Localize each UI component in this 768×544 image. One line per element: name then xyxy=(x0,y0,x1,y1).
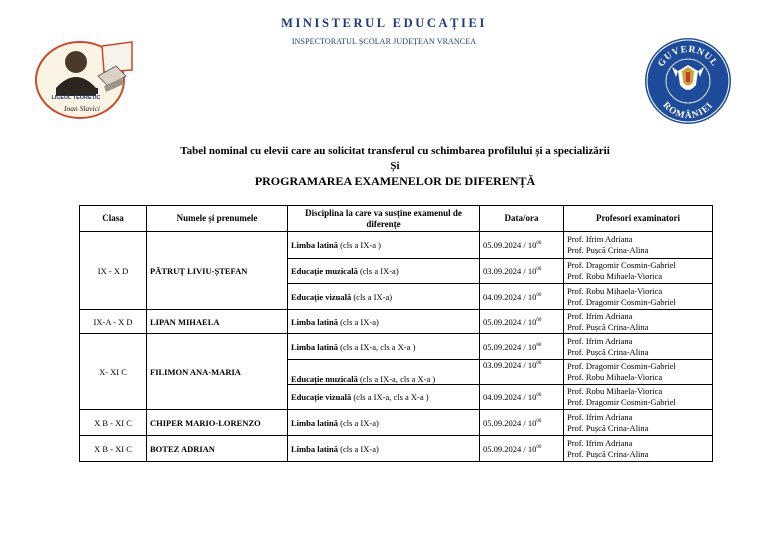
class-cell: IX - X D xyxy=(80,232,147,310)
exam-date: 05.09.2024 / 10 xyxy=(483,443,537,454)
subject-name: Educație muzicală xyxy=(291,266,358,276)
exam-date: 05.09.2024 / 10 xyxy=(483,240,537,250)
date-cell xyxy=(480,259,564,284)
exam-time-minutes: 00 xyxy=(536,444,542,450)
examiner: Prof. Pușcă Crina-Alina xyxy=(567,321,649,332)
inspectorate-title: INSPECTORATUL ȘCOLAR JUDEȚEAN VRANCEA xyxy=(291,37,477,46)
title-line-2: Și xyxy=(390,160,400,172)
svg-text:GUVERNUL: GUVERNUL xyxy=(656,44,720,69)
subject-classes: (cls a IX-a, cls a X-a ) xyxy=(340,341,416,352)
exam-time-minutes: 00 xyxy=(536,361,542,367)
table-row xyxy=(80,410,713,436)
exam-schedule-table xyxy=(79,205,713,462)
date-cell xyxy=(480,232,564,259)
student-name: FILIMON ANA-MARIA xyxy=(147,334,288,410)
student-name: LIPAN MIHAELA xyxy=(147,310,288,334)
examiner: Prof. Ifrim Adriana xyxy=(567,310,633,321)
title-line-1: Tabel nominal cu elevii care au solicitat transferul cu schimbarea profilului și a specializării xyxy=(180,145,610,157)
document-title xyxy=(0,144,768,189)
subject-cell xyxy=(288,232,480,259)
examiner: Prof. Robu Mihaela-Viorica xyxy=(567,285,663,296)
examiner: Prof. Dragomir Cosmin-Gabriel xyxy=(567,260,676,270)
subject-classes: (cls a IX-a, cls a X-a ) xyxy=(353,392,429,402)
subject-cell xyxy=(288,310,480,334)
examiner: Prof. Pușcă Crina-Alina xyxy=(567,245,649,255)
class-cell: X B - XI C xyxy=(80,410,147,436)
subject-classes: (cls a IX-a) xyxy=(340,316,379,327)
subject-name: Limba latină xyxy=(291,240,338,250)
header-nume: Numele și prenumele xyxy=(147,206,288,232)
subject-name: Educație vizuală xyxy=(291,392,352,402)
subject-name: Limba latină xyxy=(291,316,338,327)
exam-time-minutes: 00 xyxy=(536,342,542,348)
examiner: Prof. Pușcă Crina-Alina xyxy=(567,448,649,459)
subject-classes: (cls a IX-a, cls a X-a ) xyxy=(359,374,436,384)
examiner: Prof. Dragomir Cosmin-Gabriel xyxy=(567,397,676,407)
examiners-cell xyxy=(564,334,713,360)
school-logo-signature: Ioan Slavici xyxy=(63,104,101,113)
header-disciplina: Disciplina la care va susține examenul de diferențe xyxy=(288,206,480,232)
examiner: Prof. Robu Mihaela-Viorica xyxy=(567,386,663,396)
government-logo xyxy=(644,37,732,125)
subject-cell xyxy=(288,334,480,360)
exam-time-minutes: 00 xyxy=(536,267,542,273)
examiners-cell xyxy=(564,259,713,284)
date-cell xyxy=(480,385,564,410)
table-row xyxy=(80,436,713,462)
exam-date: 04.09.2024 / 10 xyxy=(483,291,537,302)
subject-classes: (cls a IX-a) xyxy=(340,443,379,454)
class-cell: X- XI C xyxy=(80,334,147,410)
examiners-cell xyxy=(564,310,713,334)
subject-name: Limba latină xyxy=(291,417,338,428)
exam-date: 05.09.2024 / 10 xyxy=(483,417,537,428)
examiner: Prof. Ifrim Adriana xyxy=(567,234,633,244)
subject-cell xyxy=(288,410,480,436)
exam-time-minutes: 00 xyxy=(536,241,542,247)
subject-name: Limba latină xyxy=(291,443,338,454)
subject-classes: (cls a IX-a) xyxy=(359,266,399,276)
header-data-ora: Data/ora xyxy=(480,206,564,232)
ministry-title: MINISTERUL EDUCAȚIEI xyxy=(281,16,487,30)
header-profesori: Profesori examinatori xyxy=(564,206,713,232)
examiner: Prof. Robu Mihaela-Viorica xyxy=(567,372,663,382)
header-clasa: Clasa xyxy=(80,206,147,232)
examiner: Prof. Pușcă Crina-Alina xyxy=(567,346,649,357)
table-header-row xyxy=(80,206,713,232)
subject-name: Educație vizuală xyxy=(291,291,352,302)
examiner: Prof. Pușcă Crina-Alina xyxy=(567,422,649,433)
exam-time-minutes: 00 xyxy=(536,292,542,298)
subject-name: Educație muzicală xyxy=(291,374,358,384)
subject-cell xyxy=(288,284,480,310)
title-line-3: PROGRAMAREA EXAMENELOR DE DIFERENȚĂ xyxy=(254,174,536,188)
examiners-cell xyxy=(564,232,713,259)
subject-name: Limba latină xyxy=(291,341,338,352)
school-logo-text: LICEUL TEORETIC xyxy=(51,95,101,101)
examiners-cell xyxy=(564,284,713,310)
student-name: PĂTRUȚ LIVIU-ȘTEFAN xyxy=(147,232,288,310)
table-row xyxy=(80,334,713,360)
subject-classes: (cls a IX-a) xyxy=(340,417,379,428)
examiners-cell xyxy=(564,360,713,385)
school-logo xyxy=(32,36,136,120)
date-cell xyxy=(480,310,564,334)
exam-date: 04.09.2024 / 10 xyxy=(483,392,537,402)
table-row xyxy=(80,310,713,334)
subject-cell xyxy=(288,385,480,410)
exam-time-minutes: 00 xyxy=(536,393,542,399)
exam-date: 05.09.2024 / 10 xyxy=(483,341,537,352)
examiner: Prof. Dragomir Cosmin-Gabriel xyxy=(567,296,676,307)
date-cell xyxy=(480,360,564,385)
exam-time-minutes: 00 xyxy=(536,418,542,424)
table-row xyxy=(80,232,713,259)
examiners-cell xyxy=(564,385,713,410)
exam-date: 05.09.2024 / 10 xyxy=(483,316,537,327)
examiner: Prof. Ifrim Adriana xyxy=(567,411,633,422)
exam-time-minutes: 00 xyxy=(536,317,542,323)
exam-date: 03.09.2024 / 10 xyxy=(483,266,537,276)
subject-cell xyxy=(288,259,480,284)
date-cell xyxy=(480,284,564,310)
examiners-cell xyxy=(564,410,713,436)
class-cell: X B - XI C xyxy=(80,436,147,462)
examiner: Prof. Ifrim Adriana xyxy=(567,437,633,448)
class-cell: IX-A - X D xyxy=(80,310,147,334)
examiner: Prof. Ifrim Adriana xyxy=(567,335,633,346)
subject-cell xyxy=(288,436,480,462)
subject-cell xyxy=(288,360,480,385)
subject-classes: (cls a IX-a ) xyxy=(340,240,381,250)
examiners-cell xyxy=(564,436,713,462)
subject-classes: (cls a IX-a) xyxy=(353,291,393,302)
student-name: BOTEZ ADRIAN xyxy=(147,436,288,462)
exam-date: 03.09.2024 / 10 xyxy=(483,360,537,370)
date-cell xyxy=(480,436,564,462)
examiner: Prof. Dragomir Cosmin-Gabriel xyxy=(567,361,676,371)
date-cell xyxy=(480,410,564,436)
examiner: Prof. Robu Mihaela-Viorica xyxy=(567,271,663,281)
date-cell xyxy=(480,334,564,360)
student-name: CHIPER MARIO-LORENZO xyxy=(147,410,288,436)
svg-text:ROMÂNIEI: ROMÂNIEI xyxy=(660,100,716,122)
